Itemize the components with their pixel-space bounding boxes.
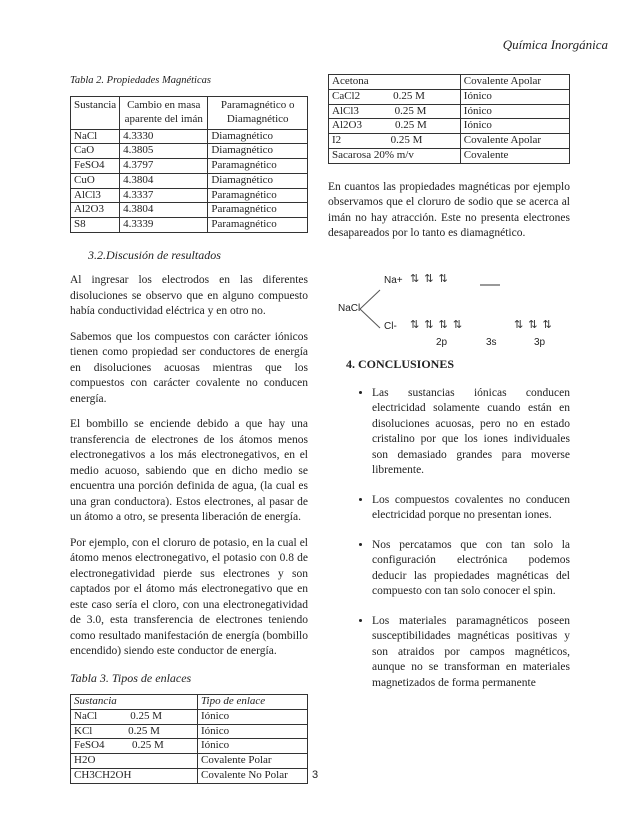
table2-caption: Tabla 2. Propiedades Magnéticas: [70, 75, 211, 86]
table-cell: Diamagnético: [208, 129, 308, 144]
conclusions-title: 4. CONCLUSIONES: [346, 356, 455, 371]
table-cell: NaCl: [71, 129, 120, 144]
paragraph: Por ejemplo, con el cloruro de potasio, en la cual el átomo menos electronegativo, el potasio con 0.8 de electronegatividad pierde sus electrones y son captados por el átomo más electronegativo que en este caso sería el cloro, con una electronegatividad de 3.0, esta transferencia de electrones teniendo como resultado manifestación de energía (bombillo encendido) siendo este conductor de energía.: [70, 536, 308, 658]
table-row: [71, 129, 308, 144]
electron-pair-icon: ⇅ ⇅ ⇅: [514, 318, 553, 331]
table-cell: Al2O3 0.25 M: [329, 119, 461, 134]
electron-configuration-diagram: [328, 268, 570, 346]
table-row: [329, 148, 570, 163]
table-row: [71, 218, 308, 233]
table-cell: AlCl3 0.25 M: [329, 104, 461, 119]
table-cell: AlCl3: [71, 188, 120, 203]
table-cell: 4.3797: [120, 159, 208, 174]
table-cell: 4.3804: [120, 173, 208, 188]
table-cell: Sacarosa 20% m/v: [329, 148, 461, 163]
table-cell: Covalente No Polar: [198, 768, 308, 783]
table-cell: KCl 0.25 M: [71, 724, 198, 739]
table-cell: CaO: [71, 144, 120, 159]
branch-lines: [358, 284, 382, 334]
table-row: [71, 754, 308, 769]
paragraph: Sabemos que los compuestos con carácter iónicos tienen como propiedad ser conductores de energía en disoluciones acuosas mientras que los compuestos con carácter covalente no conducen energía.: [70, 330, 308, 405]
table-row: [71, 768, 308, 783]
table-cell: Acetona: [329, 75, 461, 90]
table-row: [71, 709, 308, 724]
orbital-2p-label: 2p: [436, 336, 448, 348]
table-cell: Covalente Apolar: [460, 134, 569, 149]
page-number: 3: [312, 769, 319, 781]
table-cell: Covalente Polar: [198, 754, 308, 769]
paragraph: Al ingresar los electrodos en las diferentes disoluciones se observo que en alguno compuesto había conductividad eléctrica y en otro no.: [70, 274, 308, 318]
table3-header: Sustancia: [71, 695, 198, 710]
table-magnetic: [70, 96, 308, 233]
table-cell: CH3CH2OH: [71, 768, 198, 783]
table-cell: Iónico: [198, 724, 308, 739]
table-cell: S8: [71, 218, 120, 233]
table-cell: Paramagnético: [208, 218, 308, 233]
table-cell: 4.3330: [120, 129, 208, 144]
table3-caption: Tabla 3. Tipos de enlaces: [70, 670, 192, 685]
table-cell: Covalente: [460, 148, 569, 163]
table-row: [329, 89, 570, 104]
table-cell: CaCl2 0.25 M: [329, 89, 461, 104]
table2-header: Cambio en masa aparente del imán: [120, 97, 208, 130]
table-cell: Iónico: [198, 739, 308, 754]
table2-header: Paramagnético o Diamagnético: [208, 97, 308, 130]
table2-header: Sustancia: [71, 97, 120, 130]
table-cell: Iónico: [460, 89, 569, 104]
table-row: [329, 119, 570, 134]
electron-pair-icon: ⇅ ⇅ ⇅ ⇅: [410, 318, 464, 331]
page-header: Química Inorgánica: [502, 37, 608, 52]
right-column: [328, 74, 570, 706]
left-column: [70, 74, 308, 784]
diagram-cl-label: Cl-: [384, 320, 397, 332]
table-row: [71, 144, 308, 159]
diagram-compound-label: NaCl: [338, 302, 361, 314]
table-cell: NaCl 0.25 M: [71, 709, 198, 724]
table-cell: Covalente Apolar: [460, 75, 569, 90]
table-cell: Iónico: [460, 104, 569, 119]
table-cell: 4.3805: [120, 144, 208, 159]
table-cell: Diamagnético: [208, 144, 308, 159]
table-row: [71, 173, 308, 188]
table-cell: CuO: [71, 173, 120, 188]
table-bond-types-continued: [328, 74, 570, 164]
table-bond-types: [70, 694, 308, 784]
orbital-3s-label: 3s: [486, 336, 497, 348]
table-cell: 4.3804: [120, 203, 208, 218]
table-cell: Diamagnético: [208, 173, 308, 188]
table-row: [329, 104, 570, 119]
table-row: [71, 159, 308, 174]
table-row: [71, 188, 308, 203]
conclusions-list: [328, 386, 570, 692]
table-cell: Paramagnético: [208, 188, 308, 203]
table3-header: Tipo de enlace: [198, 695, 308, 710]
empty-orbital-icon: [480, 284, 500, 287]
table-row: [71, 203, 308, 218]
table-row: [71, 724, 308, 739]
paragraph-magnetic: En cuantos las propiedades magnéticas por ejemplo observamos que el cloruro de sodio que se acerca al imán no hay atracción. Este no presenta electrones desapareados por lo tanto es diamagnético.: [328, 180, 570, 240]
table-cell: Paramagnético: [208, 159, 308, 174]
section-title: 3.2.Discusión de resultados: [88, 247, 221, 262]
diagram-na-label: Na+: [384, 274, 403, 286]
table-cell: FeSO4: [71, 159, 120, 174]
electron-pair-icon: ⇅ ⇅ ⇅: [410, 272, 449, 285]
table-cell: Iónico: [198, 709, 308, 724]
table-cell: H2O: [71, 754, 198, 769]
table-cell: 4.3339: [120, 218, 208, 233]
table-cell: Paramagnético: [208, 203, 308, 218]
table-cell: I2 0.25 M: [329, 134, 461, 149]
list-item: • Nos percatamos que con tan solo la configuración electrónica podemos deducir las propiedades magnéticas del compuesto con tan solo conocer el spin.: [372, 538, 570, 600]
list-item: • Los materiales paramagnéticos poseen susceptibilidades magnéticas positivas y son atraidos por campos magnéticos, aunque no se transforman en materiales magnetizados de forma permanente: [372, 614, 570, 692]
orbital-3p-label: 3p: [534, 336, 546, 348]
table-row: [329, 134, 570, 149]
table-cell: Al2O3: [71, 203, 120, 218]
table-cell: 4.3337: [120, 188, 208, 203]
table-cell: FeSO4 0.25 M: [71, 739, 198, 754]
list-item: • Los compuestos covalentes no conducen electricidad porque no presentan iones.: [372, 493, 570, 524]
table-row: [329, 75, 570, 90]
table-cell: Iónico: [460, 119, 569, 134]
table-row: [71, 739, 308, 754]
paragraph: El bombillo se enciende debido a que hay una transferencia de electrones de los átomos menos electronegativos a los más electronegativos, en el medio acuoso, sabiendo que en dicho medio se encuentra una porción definida de agua, (la cual es una gran conductora). Estos electrones, al pasar de un átomo a otro, se presenta liberación de energía.: [70, 418, 308, 524]
list-item: • Las sustancias iónicas conducen electricidad solamente cuando están en disoluciones acuosas, pero no en estado cristalino por que los iones individuales son demasiado grandes para moverse libremente.: [372, 386, 570, 479]
